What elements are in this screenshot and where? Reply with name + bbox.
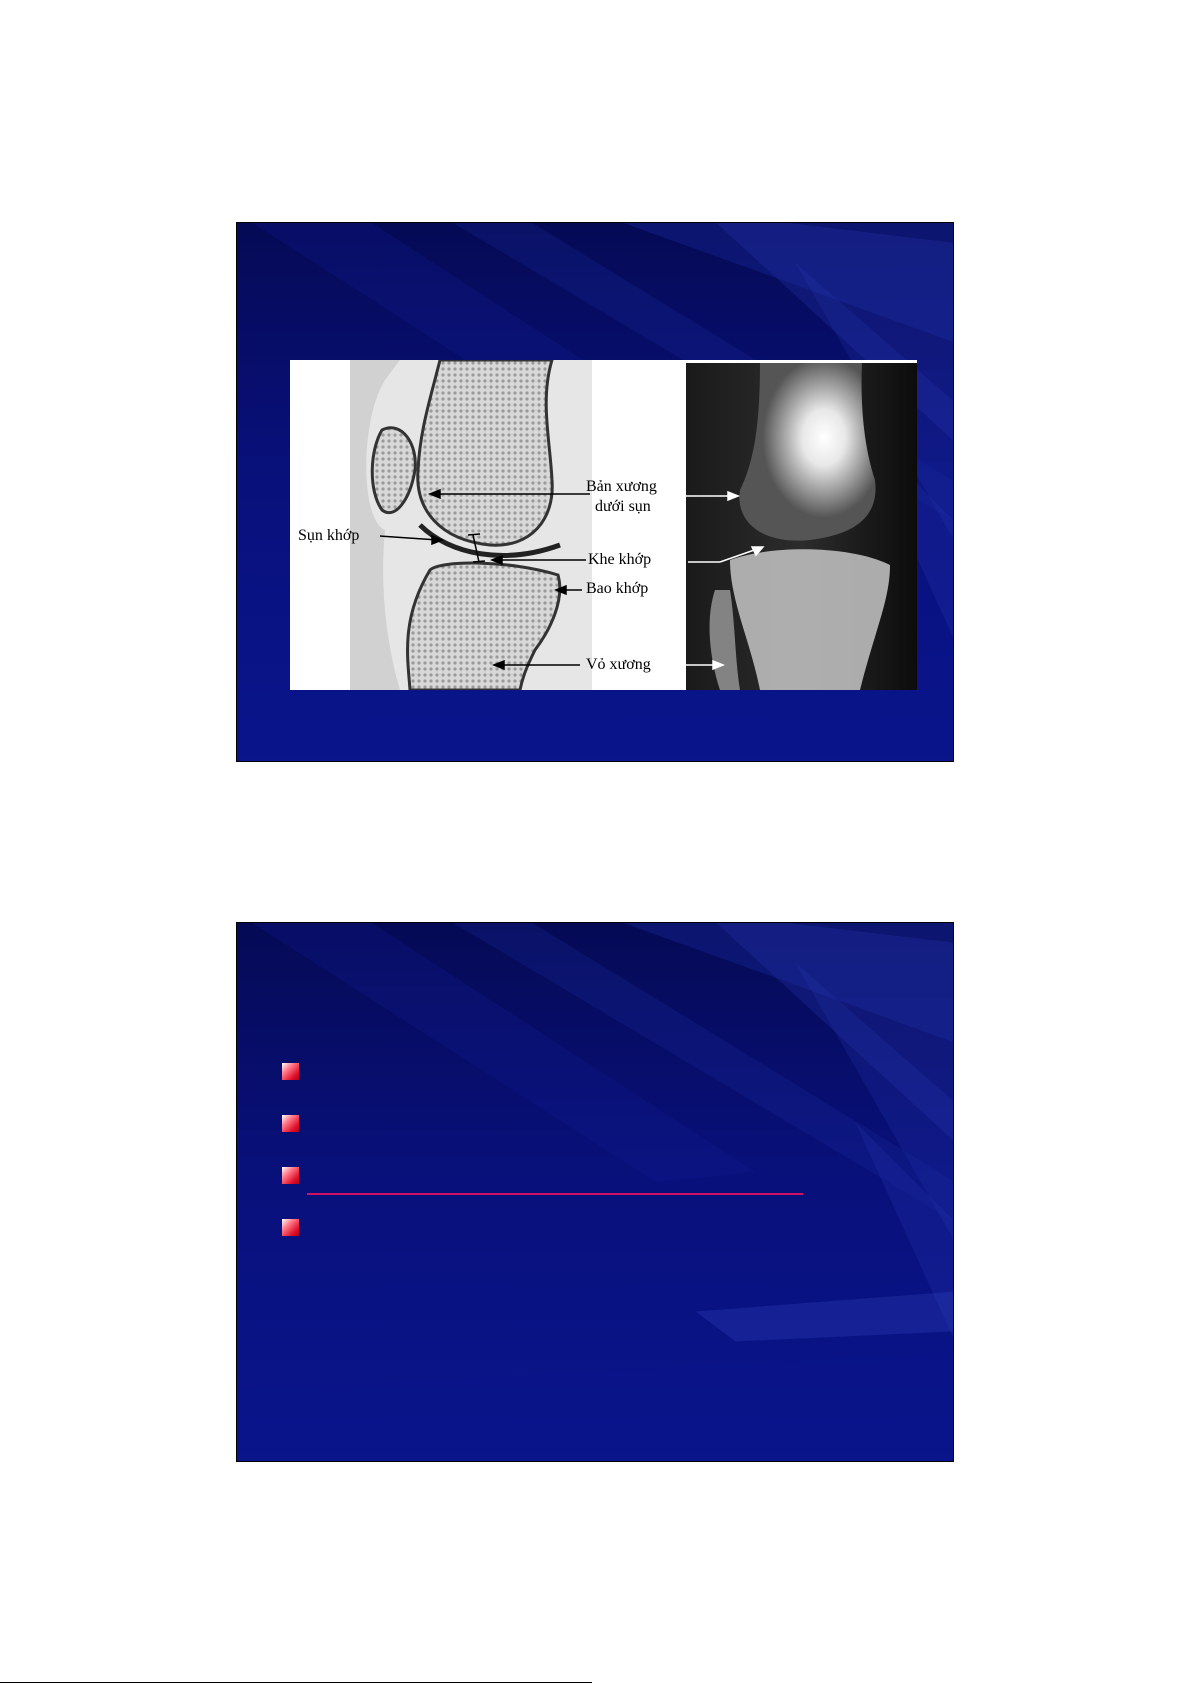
slide-bullets [236, 922, 954, 1462]
label-bao-khop: Bao khớp [586, 580, 649, 597]
femur-shape [418, 360, 552, 545]
label-sun-khop: Sụn khớp [298, 527, 360, 544]
slide-background-rays [237, 923, 953, 1461]
knee-illustration [290, 360, 917, 690]
underline-rule [307, 1193, 803, 1195]
footnote-rule [0, 1682, 592, 1683]
label-ban-xuong: Bản xương [586, 478, 657, 495]
label-vo-xuong: Vỏ xương [586, 656, 651, 673]
bullet-marker-4 [282, 1219, 299, 1236]
bullet-marker-3 [282, 1167, 299, 1184]
slide-knee-anatomy [236, 222, 954, 762]
label-duoi-sun: dưới sụn [595, 498, 651, 515]
knee-figure [290, 360, 917, 690]
xray-femur [739, 363, 875, 541]
bullet-marker-2 [282, 1115, 299, 1132]
label-khe-khop: Khe khớp [588, 551, 652, 568]
bullet-marker-1 [282, 1063, 299, 1080]
